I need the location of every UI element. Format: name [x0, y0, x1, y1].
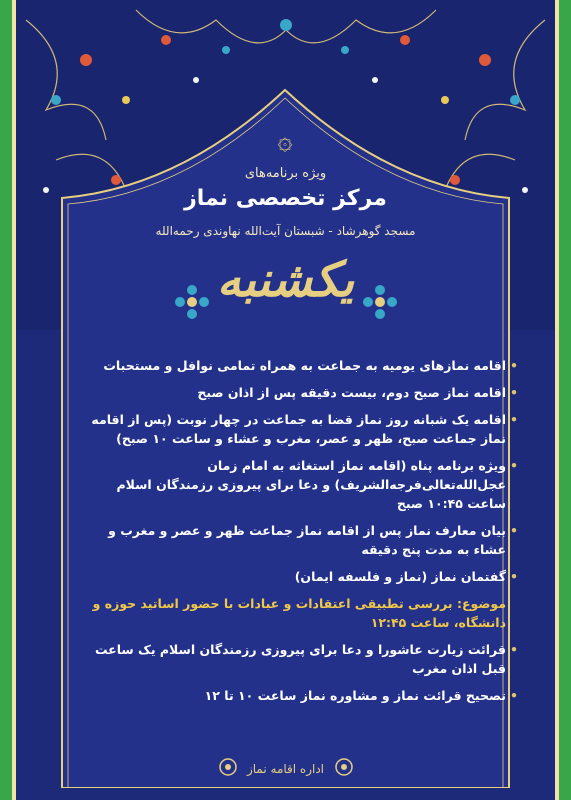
day-heading: یکشنبه — [216, 252, 355, 308]
topic-text: بررسی تطبیقی اعتقادات و عبادات با حضور اساتید حوزه و دانشگاه، ساعت ۱۲:۴۵ — [92, 596, 506, 630]
list-item: • تصحیح قرائت نماز و مشاوره نماز ساعت ۱۰ تا ۱۲ — [78, 686, 518, 705]
list-item: • اقامه نمازهای یومیه به جماعت به همراه تمامی نوافل و مستحبات — [78, 356, 518, 375]
page-title: مرکز تخصصی نماز — [184, 186, 387, 211]
shrine-logo-icon: ۞ — [277, 126, 293, 156]
subtitle: ویژه برنامه‌های — [244, 166, 327, 181]
list-item: • اقامه نماز صبح دوم، بیست دقیقه پس از اذان صبح — [78, 383, 518, 402]
footer-org: اداره اقامه نماز — [246, 762, 325, 776]
poster — [12, 0, 559, 800]
list-item: • قرائت زیارت عاشورا و دعا برای پیروزی رزمندگان اسلام یک ساعت قبل اذان مغرب — [78, 640, 518, 678]
program-list — [78, 356, 518, 713]
topic-line — [78, 594, 518, 632]
list-item: • اقامه یک شبانه روز نماز قضا به جماعت در چهار نوبت (پس از اقامه نماز جماعت صبح، ظهر و عصر، مغرب و عشاء و ساعت ۱۰ صبح) — [78, 410, 518, 448]
topic-label: موضوع: — [456, 596, 506, 611]
list-item: • ویژه برنامه پناه (اقامه نماز استغاثه به امام زمان عجل‌الله‌تعالی‌فرجه‌الشریف) و دعا برای پیروزی رزمندگان اسلام ساعت ۱۰:۴۵ صبح — [78, 456, 518, 513]
list-item: • گفتمان نماز (نماز و فلسفه ایمان) — [78, 567, 518, 586]
list-item: • بیان معارف نماز پس از اقامه نماز جماعت ظهر و عصر و مغرب و عشاء به مدت پنج دقیقه — [78, 521, 518, 559]
location: مسجد گوهرشاد - شبستان آیت‌الله نهاوندی رحمه‌الله — [155, 224, 416, 238]
